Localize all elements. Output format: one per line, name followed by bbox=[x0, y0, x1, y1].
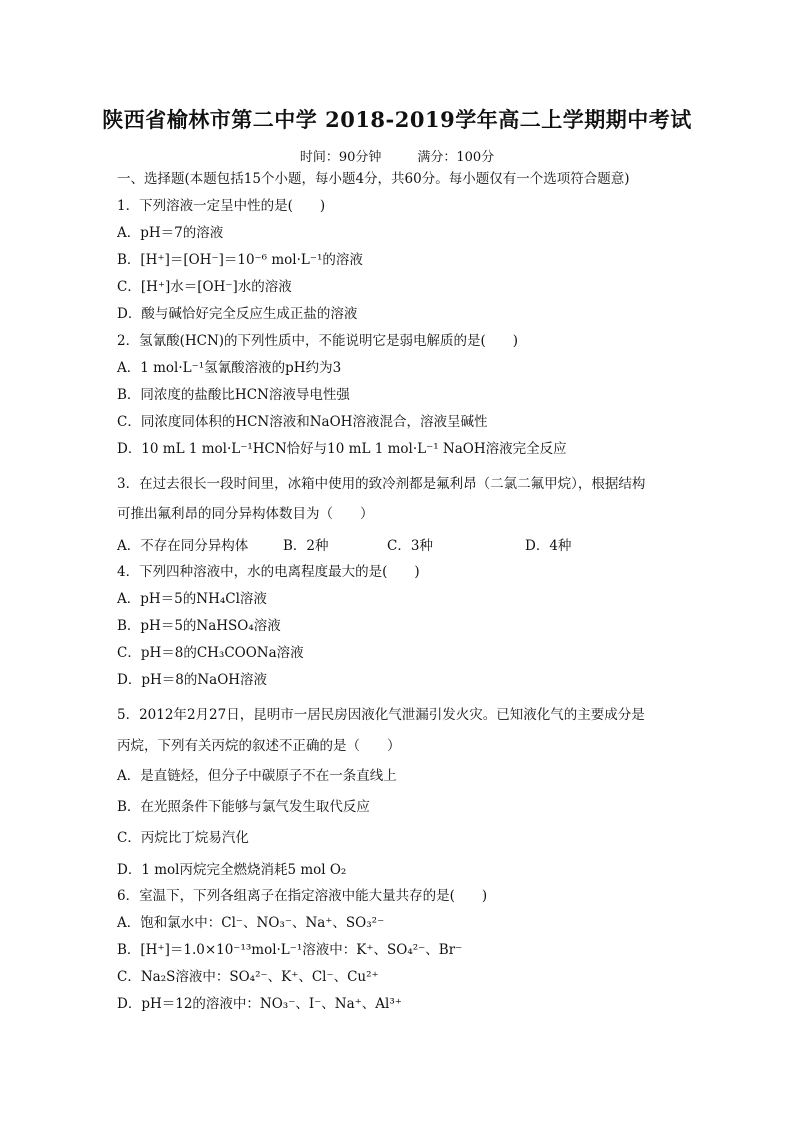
q2-option-c: C．同浓度同体积的HCN溶液和NaOH溶液混合，溶液呈碱性 bbox=[117, 414, 488, 430]
q6-option-b: B．[H⁺]＝1.0×10⁻¹³mol·L⁻¹溶液中：K⁺、SO₄²⁻、Br⁻ bbox=[117, 942, 463, 958]
q1-option-a: A．pH＝7的溶液 bbox=[117, 225, 224, 241]
q5-option-d: D．1 mol丙烷完全燃烧消耗5 mol O₂ bbox=[117, 862, 347, 878]
q2-option-d: D．10 mL 1 mol·L⁻¹HCN恰好与10 mL 1 mol·L⁻¹ NaOH溶液完全反应 bbox=[117, 441, 567, 457]
q5-option-b: B．在光照条件下能够与氯气发生取代反应 bbox=[117, 799, 370, 815]
q3-option-a: A．不存在同分异构体 bbox=[117, 538, 249, 554]
q3-stem-line1: 3．在过去很长一段时间里，冰箱中使用的致冷剂都是氟利昂（二氯二氟甲烷），根据结构 bbox=[117, 476, 646, 492]
q2-option-a: A．1 mol·L⁻¹氢氰酸溶液的pH约为3 bbox=[117, 360, 342, 376]
exam-title: 陕西省榆林市第二中学 2018-2019学年高二上学期期中考试 bbox=[102, 107, 692, 132]
q5-option-a: A．是直链烃，但分子中碳原子不在一条直线上 bbox=[117, 768, 397, 784]
q2-stem: 2．氢氰酸(HCN)的下列性质中，不能说明它是弱电解质的是( ) bbox=[117, 333, 519, 349]
q1-stem: 1．下列溶液一定呈中性的是( ) bbox=[117, 198, 326, 214]
q6-stem: 6．室温下，下列各组离子在指定溶液中能大量共存的是( ) bbox=[117, 888, 488, 904]
q3-option-c: C．3种 bbox=[387, 538, 433, 554]
q1-option-d: D．酸与碱恰好完全反应生成正盐的溶液 bbox=[117, 306, 358, 322]
q4-option-a: A．pH＝5的NH₄Cl溶液 bbox=[117, 591, 267, 607]
q6-option-a: A．饱和氯水中：Cl⁻、NO₃⁻、Na⁺、SO₃²⁻ bbox=[117, 915, 385, 931]
q3-option-d: D．4种 bbox=[525, 538, 572, 554]
q5-option-c: C．丙烷比丁烷易汽化 bbox=[117, 830, 249, 846]
q6-option-c: C．Na₂S溶液中：SO₄²⁻、K⁺、Cl⁻、Cu²⁺ bbox=[117, 969, 379, 985]
q5-stem-line1: 5．2012年2月27日，昆明市一居民房因液化气泄漏引发火灾。已知液化气的主要成分是 bbox=[117, 707, 645, 723]
q1-option-b: B．[H⁺]＝[OH⁻]＝10⁻⁶ mol·L⁻¹的溶液 bbox=[117, 252, 363, 268]
q3-stem-line2: 可推出氟利昂的同分异构体数目为（ ） bbox=[117, 506, 374, 522]
q3-options bbox=[117, 537, 571, 555]
q4-stem: 4．下列四种溶液中，水的电离程度最大的是( ) bbox=[117, 564, 420, 580]
q4-option-d: D．pH＝8的NaOH溶液 bbox=[117, 672, 268, 688]
q6-option-d: D．pH＝12的溶液中：NO₃⁻、I⁻、Na⁺、Al³⁺ bbox=[117, 996, 402, 1012]
q4-option-b: B．pH＝5的NaHSO₄溶液 bbox=[117, 618, 281, 634]
exam-meta bbox=[0, 146, 794, 165]
q4-option-c: C．pH＝8的CH₃COONa溶液 bbox=[117, 645, 304, 661]
total-score: 满分：100分 bbox=[417, 150, 495, 165]
q5-stem-line2: 丙烷，下列有关丙烷的叙述不正确的是（ ） bbox=[117, 738, 401, 754]
section-heading: 一、选择题(本题包括15个小题，每小题4分，共60分。每小题仅有一个选项符合题意) bbox=[117, 171, 630, 187]
q2-option-b: B．同浓度的盐酸比HCN溶液导电性强 bbox=[117, 387, 350, 403]
q3-option-b: B．2种 bbox=[283, 538, 329, 554]
q1-option-c: C．[H⁺]水＝[OH⁻]水的溶液 bbox=[117, 279, 292, 295]
time-limit: 时间：90分钟 bbox=[299, 150, 382, 165]
